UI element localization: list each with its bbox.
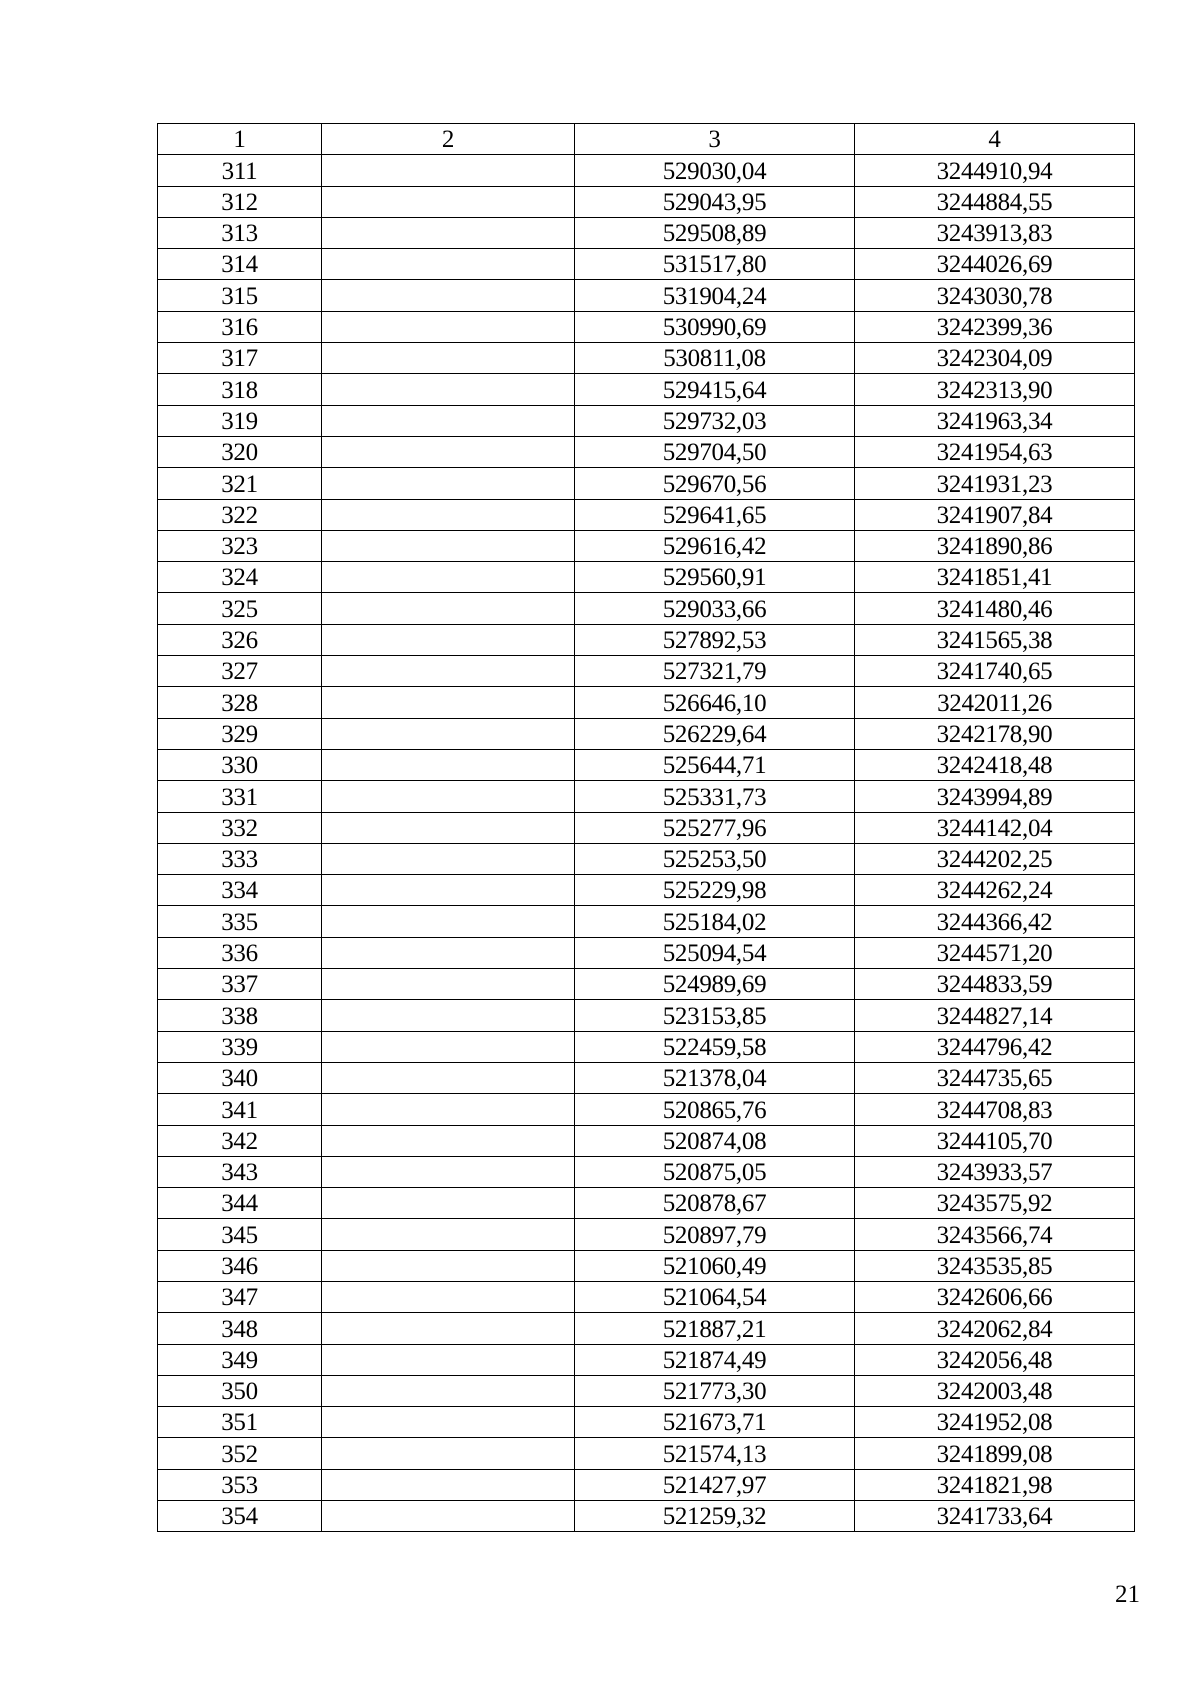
description-cell (322, 436, 575, 467)
x-coordinate-cell: 531904,24 (575, 280, 855, 311)
point-number-cell: 336 (158, 937, 322, 968)
y-coordinate-cell: 3244796,42 (855, 1031, 1135, 1062)
x-coordinate-cell: 525184,02 (575, 906, 855, 937)
x-coordinate-cell: 529508,89 (575, 217, 855, 248)
table-row (158, 1281, 1135, 1312)
y-coordinate-cell: 3242011,26 (855, 687, 1135, 718)
x-coordinate-cell: 521673,71 (575, 1407, 855, 1438)
x-coordinate-cell: 521378,04 (575, 1062, 855, 1093)
point-number-cell: 324 (158, 562, 322, 593)
description-cell (322, 530, 575, 561)
y-coordinate-cell: 3243535,85 (855, 1250, 1135, 1281)
x-coordinate-cell: 521887,21 (575, 1313, 855, 1344)
table-row (158, 969, 1135, 1000)
x-coordinate-cell: 521773,30 (575, 1375, 855, 1406)
point-number-cell: 341 (158, 1094, 322, 1125)
point-number-cell: 349 (158, 1344, 322, 1375)
x-coordinate-cell: 521064,54 (575, 1281, 855, 1312)
y-coordinate-cell: 3244142,04 (855, 812, 1135, 843)
description-cell (322, 1375, 575, 1406)
point-number-cell: 315 (158, 280, 322, 311)
point-number-cell: 350 (158, 1375, 322, 1406)
description-cell (322, 311, 575, 342)
description-cell (322, 374, 575, 405)
y-coordinate-cell: 3244827,14 (855, 1000, 1135, 1031)
description-cell (322, 812, 575, 843)
table-row (158, 749, 1135, 780)
description-cell (322, 781, 575, 812)
table-row (158, 1438, 1135, 1469)
x-coordinate-cell: 523153,85 (575, 1000, 855, 1031)
column-header-3: 3 (575, 124, 855, 155)
x-coordinate-cell: 527892,53 (575, 624, 855, 655)
point-number-cell: 320 (158, 436, 322, 467)
table-row (158, 593, 1135, 624)
x-coordinate-cell: 522459,58 (575, 1031, 855, 1062)
y-coordinate-cell: 3244105,70 (855, 1125, 1135, 1156)
y-coordinate-cell: 3242003,48 (855, 1375, 1135, 1406)
x-coordinate-cell: 520897,79 (575, 1219, 855, 1250)
x-coordinate-cell: 524989,69 (575, 969, 855, 1000)
x-coordinate-cell: 520875,05 (575, 1156, 855, 1187)
y-coordinate-cell: 3241899,08 (855, 1438, 1135, 1469)
description-cell (322, 1062, 575, 1093)
x-coordinate-cell: 521259,32 (575, 1501, 855, 1532)
description-cell (322, 937, 575, 968)
table-row (158, 718, 1135, 749)
y-coordinate-cell: 3244735,65 (855, 1062, 1135, 1093)
y-coordinate-cell: 3241565,38 (855, 624, 1135, 655)
y-coordinate-cell: 3242062,84 (855, 1313, 1135, 1344)
x-coordinate-cell: 529732,03 (575, 405, 855, 436)
x-coordinate-cell: 531517,80 (575, 249, 855, 280)
y-coordinate-cell: 3242304,09 (855, 343, 1135, 374)
x-coordinate-cell: 525277,96 (575, 812, 855, 843)
table-row (158, 656, 1135, 687)
coordinates-table (157, 123, 1135, 1532)
y-coordinate-cell: 3241954,63 (855, 436, 1135, 467)
description-cell (322, 217, 575, 248)
point-number-cell: 321 (158, 468, 322, 499)
table-row (158, 1501, 1135, 1532)
table-row (158, 906, 1135, 937)
point-number-cell: 313 (158, 217, 322, 248)
point-number-cell: 353 (158, 1469, 322, 1500)
point-number-cell: 328 (158, 687, 322, 718)
table-row (158, 530, 1135, 561)
y-coordinate-cell: 3242178,90 (855, 718, 1135, 749)
description-cell (322, 1031, 575, 1062)
table-row (158, 436, 1135, 467)
description-cell (322, 1501, 575, 1532)
table-row (158, 155, 1135, 186)
table-row (158, 1250, 1135, 1281)
x-coordinate-cell: 520878,67 (575, 1188, 855, 1219)
point-number-cell: 311 (158, 155, 322, 186)
x-coordinate-cell: 530990,69 (575, 311, 855, 342)
column-header-2: 2 (322, 124, 575, 155)
description-cell (322, 656, 575, 687)
x-coordinate-cell: 526646,10 (575, 687, 855, 718)
y-coordinate-cell: 3244910,94 (855, 155, 1135, 186)
y-coordinate-cell: 3242399,36 (855, 311, 1135, 342)
point-number-cell: 330 (158, 749, 322, 780)
description-cell (322, 1125, 575, 1156)
description-cell (322, 1250, 575, 1281)
table-row (158, 217, 1135, 248)
x-coordinate-cell: 525094,54 (575, 937, 855, 968)
x-coordinate-cell: 521874,49 (575, 1344, 855, 1375)
point-number-cell: 323 (158, 530, 322, 561)
column-header-4: 4 (855, 124, 1135, 155)
y-coordinate-cell: 3243030,78 (855, 280, 1135, 311)
table-row (158, 343, 1135, 374)
point-number-cell: 352 (158, 1438, 322, 1469)
y-coordinate-cell: 3243575,92 (855, 1188, 1135, 1219)
point-number-cell: 322 (158, 499, 322, 530)
column-header-1: 1 (158, 124, 322, 155)
x-coordinate-cell: 529560,91 (575, 562, 855, 593)
description-cell (322, 343, 575, 374)
y-coordinate-cell: 3244262,24 (855, 875, 1135, 906)
point-number-cell: 351 (158, 1407, 322, 1438)
description-cell (322, 1000, 575, 1031)
point-number-cell: 337 (158, 969, 322, 1000)
x-coordinate-cell: 529704,50 (575, 436, 855, 467)
point-number-cell: 346 (158, 1250, 322, 1281)
point-number-cell: 340 (158, 1062, 322, 1093)
table-row (158, 875, 1135, 906)
point-number-cell: 339 (158, 1031, 322, 1062)
y-coordinate-cell: 3242418,48 (855, 749, 1135, 780)
y-coordinate-cell: 3242056,48 (855, 1344, 1135, 1375)
description-cell (322, 280, 575, 311)
point-number-cell: 331 (158, 781, 322, 812)
y-coordinate-cell: 3241480,46 (855, 593, 1135, 624)
table-row (158, 311, 1135, 342)
table-row (158, 1219, 1135, 1250)
table-row (158, 1313, 1135, 1344)
description-cell (322, 1438, 575, 1469)
description-cell (322, 1469, 575, 1500)
y-coordinate-cell: 3241952,08 (855, 1407, 1135, 1438)
point-number-cell: 354 (158, 1501, 322, 1532)
table-row (158, 1125, 1135, 1156)
y-coordinate-cell: 3241931,23 (855, 468, 1135, 499)
point-number-cell: 347 (158, 1281, 322, 1312)
point-number-cell: 335 (158, 906, 322, 937)
point-number-cell: 316 (158, 311, 322, 342)
y-coordinate-cell: 3244571,20 (855, 937, 1135, 968)
table-row (158, 1469, 1135, 1500)
table-row (158, 562, 1135, 593)
page-number: 21 (1115, 1581, 1140, 1608)
description-cell (322, 593, 575, 624)
description-cell (322, 562, 575, 593)
table-row (158, 937, 1135, 968)
y-coordinate-cell: 3241907,84 (855, 499, 1135, 530)
y-coordinate-cell: 3244884,55 (855, 186, 1135, 217)
description-cell (322, 1188, 575, 1219)
table-row (158, 1031, 1135, 1062)
point-number-cell: 319 (158, 405, 322, 436)
description-cell (322, 687, 575, 718)
description-cell (322, 1281, 575, 1312)
y-coordinate-cell: 3241821,98 (855, 1469, 1135, 1500)
x-coordinate-cell: 527321,79 (575, 656, 855, 687)
y-coordinate-cell: 3243913,83 (855, 217, 1135, 248)
description-cell (322, 155, 575, 186)
description-cell (322, 1344, 575, 1375)
point-number-cell: 318 (158, 374, 322, 405)
description-cell (322, 1156, 575, 1187)
table-body (158, 155, 1135, 1532)
table-row (158, 468, 1135, 499)
x-coordinate-cell: 525253,50 (575, 843, 855, 874)
description-cell (322, 468, 575, 499)
description-cell (322, 1313, 575, 1344)
table-row (158, 1156, 1135, 1187)
table-row (158, 1188, 1135, 1219)
x-coordinate-cell: 525644,71 (575, 749, 855, 780)
table-row (158, 1375, 1135, 1406)
table-row (158, 499, 1135, 530)
point-number-cell: 342 (158, 1125, 322, 1156)
x-coordinate-cell: 530811,08 (575, 343, 855, 374)
y-coordinate-cell: 3244202,25 (855, 843, 1135, 874)
description-cell (322, 1219, 575, 1250)
table-row (158, 1344, 1135, 1375)
y-coordinate-cell: 3243994,89 (855, 781, 1135, 812)
description-cell (322, 186, 575, 217)
table-row (158, 280, 1135, 311)
y-coordinate-cell: 3241733,64 (855, 1501, 1135, 1532)
table-row (158, 687, 1135, 718)
point-number-cell: 334 (158, 875, 322, 906)
table-row (158, 812, 1135, 843)
description-cell (322, 499, 575, 530)
description-cell (322, 749, 575, 780)
description-cell (322, 1094, 575, 1125)
y-coordinate-cell: 3244708,83 (855, 1094, 1135, 1125)
table-row (158, 843, 1135, 874)
point-number-cell: 345 (158, 1219, 322, 1250)
x-coordinate-cell: 529670,56 (575, 468, 855, 499)
y-coordinate-cell: 3244026,69 (855, 249, 1135, 280)
point-number-cell: 314 (158, 249, 322, 280)
description-cell (322, 249, 575, 280)
x-coordinate-cell: 525229,98 (575, 875, 855, 906)
x-coordinate-cell: 529415,64 (575, 374, 855, 405)
y-coordinate-cell: 3241890,86 (855, 530, 1135, 561)
y-coordinate-cell: 3241740,65 (855, 656, 1135, 687)
x-coordinate-cell: 525331,73 (575, 781, 855, 812)
table-row (158, 1094, 1135, 1125)
table-row (158, 186, 1135, 217)
point-number-cell: 317 (158, 343, 322, 374)
point-number-cell: 343 (158, 1156, 322, 1187)
y-coordinate-cell: 3241963,34 (855, 405, 1135, 436)
y-coordinate-cell: 3242606,66 (855, 1281, 1135, 1312)
point-number-cell: 338 (158, 1000, 322, 1031)
table-header-row (158, 124, 1135, 155)
description-cell (322, 405, 575, 436)
table-row (158, 1062, 1135, 1093)
point-number-cell: 329 (158, 718, 322, 749)
table-row (158, 249, 1135, 280)
x-coordinate-cell: 526229,64 (575, 718, 855, 749)
description-cell (322, 1407, 575, 1438)
y-coordinate-cell: 3242313,90 (855, 374, 1135, 405)
point-number-cell: 327 (158, 656, 322, 687)
y-coordinate-cell: 3244833,59 (855, 969, 1135, 1000)
table-row (158, 781, 1135, 812)
x-coordinate-cell: 529043,95 (575, 186, 855, 217)
x-coordinate-cell: 529030,04 (575, 155, 855, 186)
point-number-cell: 312 (158, 186, 322, 217)
description-cell (322, 843, 575, 874)
description-cell (322, 875, 575, 906)
table-row (158, 1407, 1135, 1438)
x-coordinate-cell: 521427,97 (575, 1469, 855, 1500)
x-coordinate-cell: 520874,08 (575, 1125, 855, 1156)
table-row (158, 624, 1135, 655)
table-row (158, 374, 1135, 405)
x-coordinate-cell: 520865,76 (575, 1094, 855, 1125)
y-coordinate-cell: 3241851,41 (855, 562, 1135, 593)
point-number-cell: 348 (158, 1313, 322, 1344)
x-coordinate-cell: 521060,49 (575, 1250, 855, 1281)
y-coordinate-cell: 3243566,74 (855, 1219, 1135, 1250)
description-cell (322, 906, 575, 937)
x-coordinate-cell: 529641,65 (575, 499, 855, 530)
y-coordinate-cell: 3243933,57 (855, 1156, 1135, 1187)
point-number-cell: 326 (158, 624, 322, 655)
y-coordinate-cell: 3244366,42 (855, 906, 1135, 937)
point-number-cell: 332 (158, 812, 322, 843)
x-coordinate-cell: 529033,66 (575, 593, 855, 624)
description-cell (322, 624, 575, 655)
description-cell (322, 969, 575, 1000)
point-number-cell: 325 (158, 593, 322, 624)
table-row (158, 405, 1135, 436)
point-number-cell: 344 (158, 1188, 322, 1219)
x-coordinate-cell: 529616,42 (575, 530, 855, 561)
point-number-cell: 333 (158, 843, 322, 874)
table-row (158, 1000, 1135, 1031)
x-coordinate-cell: 521574,13 (575, 1438, 855, 1469)
description-cell (322, 718, 575, 749)
